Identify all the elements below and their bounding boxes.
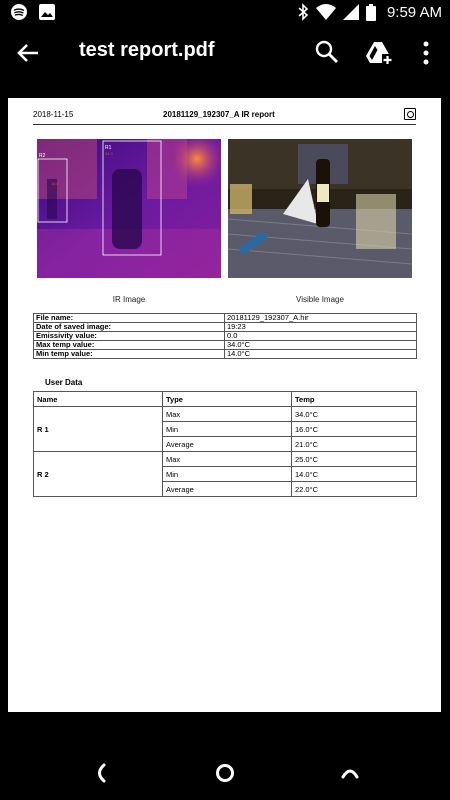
temp-cell: 25.0°C [292,452,417,467]
signal-icon [343,4,359,20]
type-cell: Max [163,407,292,422]
table-row [34,407,417,422]
pdf-page [8,98,441,712]
ir-image [37,139,221,278]
info-table [33,313,417,359]
visible-image-caption: Visible Image [296,295,344,304]
region-name: R 1 [34,407,163,452]
photos-icon [38,3,56,21]
column-header-temp: Temp [292,392,417,407]
type-cell: Max [163,452,292,467]
ir-label-r2: R2 [39,153,46,159]
back-arrow-icon[interactable] [14,39,42,67]
ir-label-max: 34.0 [105,151,113,156]
temp-cell: 14.0°C [292,467,417,482]
navigation-bar [0,741,450,800]
table-row [34,452,417,467]
report-title: 20181129_192307_A IR report [163,110,275,119]
temp-cell: 21.0°C [292,437,417,452]
info-value: 19:23 [225,323,417,332]
info-key: File name: [34,314,225,323]
spotify-icon [10,3,28,21]
info-key: Date of saved image: [34,323,225,332]
column-header-type: Type [163,392,292,407]
type-cell: Min [163,422,292,437]
info-value: 14.0°C [225,350,417,359]
info-value: 34.0°C [225,341,417,350]
ir-label-r1: R1 [105,145,112,151]
nav-back-icon[interactable] [92,763,108,783]
info-key: Emissivity value: [34,332,225,341]
nav-home-icon[interactable] [215,763,235,783]
ir-image-caption: IR Image [112,295,146,304]
pdf-viewer[interactable] [0,81,450,741]
more-vert-icon[interactable] [416,39,436,67]
ir-label-min: 16.0 [51,181,59,186]
document-title: test report.pdf [79,39,215,61]
battery-icon [366,4,376,21]
drive-add-icon[interactable] [365,39,393,67]
visible-image [228,139,412,278]
type-cell: Average [163,482,292,497]
table-header-row [34,392,417,407]
info-value: 0.0 [225,332,417,341]
wifi-icon [316,4,336,20]
clock: 9:59 AM [386,3,442,21]
info-value: 20181129_192307_A.hir [225,314,417,323]
column-header-name: Name [34,392,163,407]
search-icon[interactable] [314,39,340,65]
user-data-table [33,391,417,497]
bluetooth-icon [297,3,309,21]
type-cell: Min [163,467,292,482]
user-data-label: User Data [45,378,83,387]
info-key: Min temp value: [34,350,225,359]
report-date: 2018-11-15 [33,110,74,119]
temp-cell: 34.0°C [292,407,417,422]
status-bar [0,0,450,25]
app-toolbar [0,25,450,81]
temp-cell: 22.0°C [292,482,417,497]
nav-recents-icon[interactable] [340,765,360,781]
region-name: R 2 [34,452,163,497]
info-key: Max temp value: [34,341,225,350]
report-header [33,110,416,125]
temp-cell: 16.0°C [292,422,417,437]
table-row [34,350,417,359]
camera-logo-icon [404,108,416,120]
type-cell: Average [163,437,292,452]
